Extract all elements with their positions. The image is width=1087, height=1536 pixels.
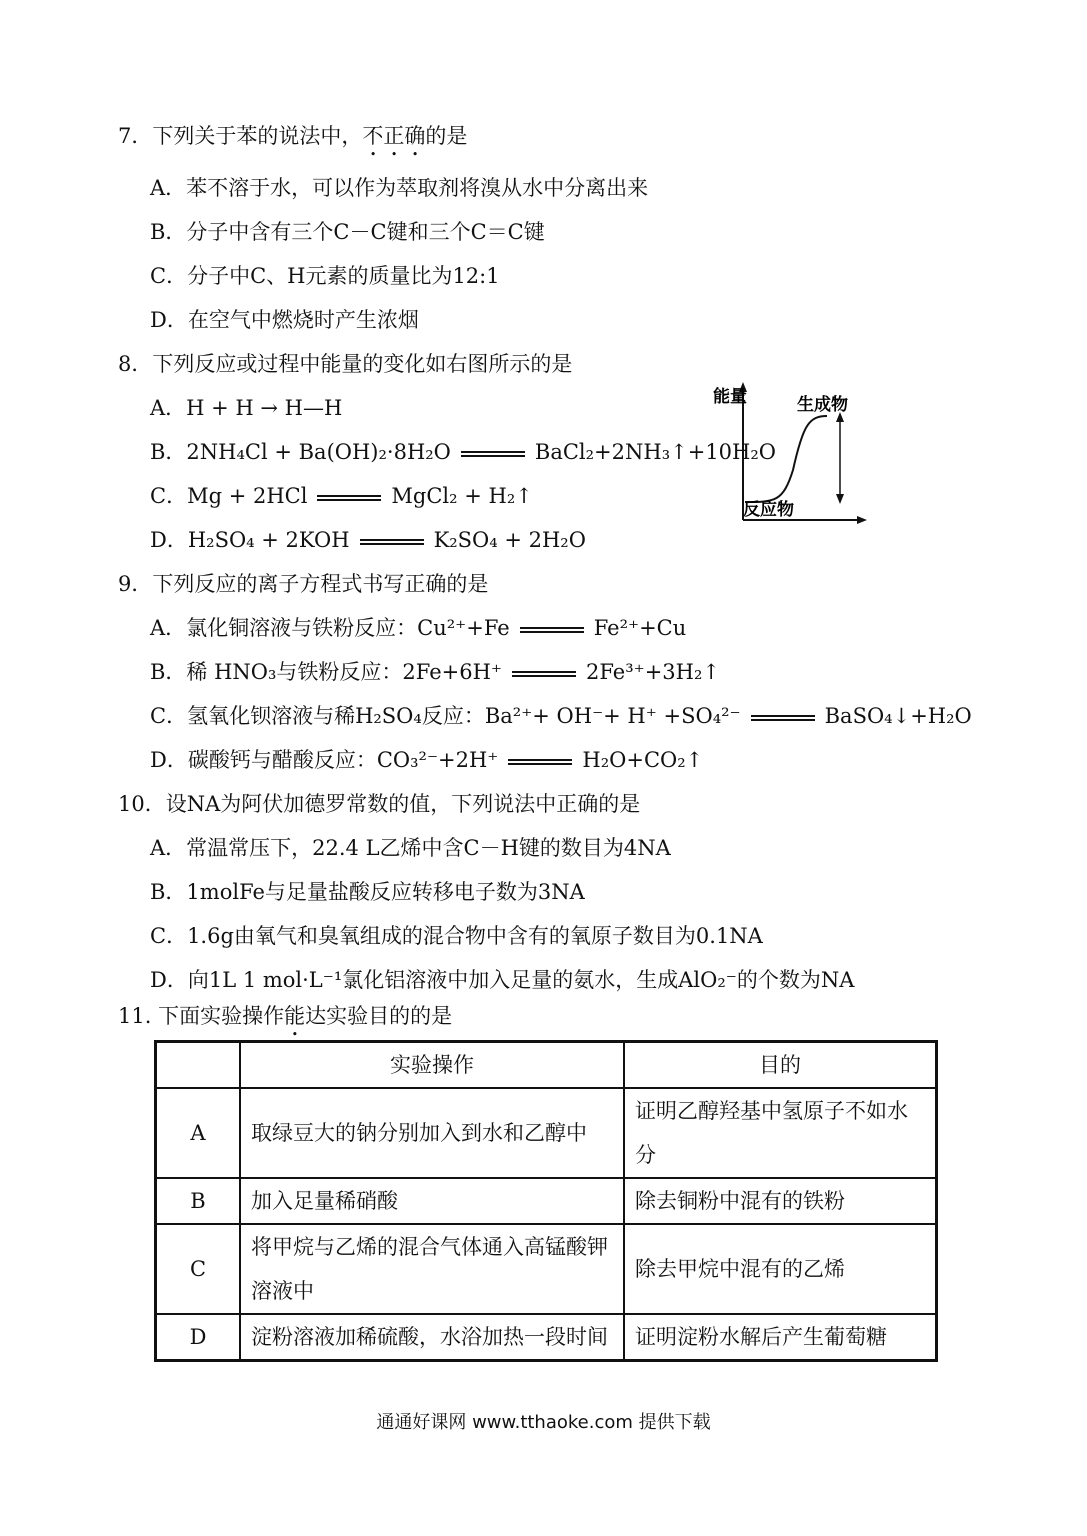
table-header-row [156,1042,937,1089]
q7-option-a: A．苯不溶于水，可以作为萃取剂将溴从水中分离出来 [150,176,649,200]
q7-stem: 7．下列关于苯的说法中，不正确的是 [118,124,468,148]
goal-cell: 除去甲烷中混有的乙烯 [624,1224,937,1314]
row-label: C [156,1224,241,1314]
q8-option-b: B．2NH₄Cl + Ba(OH)₂·8H₂O BaCl₂+2NH₃↑+10H₂O [150,440,776,464]
table-header-cell [156,1042,241,1089]
row-label: A [156,1088,241,1178]
q9-option-c: C．氢氧化钡溶液与稀H₂SO₄反应：Ba²⁺+ OH⁻+ H⁺ +SO₄²⁻ BaSO₄↓+H₂O [150,704,972,728]
operation-cell: 取绿豆大的钠分别加入到水和乙醇中 [240,1088,624,1178]
emphasis-text: 不正确 [362,124,426,148]
goal-cell: 证明乙醇羟基中氢原子不如水分 [624,1088,937,1178]
energy-arrow-down [836,494,844,504]
energy-curve [745,416,827,502]
table-header-cell: 实验操作 [240,1042,624,1089]
equals-sign [360,539,424,545]
energy-diagram [705,380,885,530]
q9-option-d: D．碳酸钙与醋酸反应：CO₃²⁻+2H⁺ H₂O+CO₂↑ [150,748,704,772]
goal-cell: 证明淀粉水解后产生葡萄糖 [624,1314,937,1361]
table-row [156,1314,937,1361]
equals-sign [751,715,815,721]
q9-option-b: B．稀 HNO₃与铁粉反应：2Fe+6H⁺ 2Fe³⁺+3H₂↑ [150,660,720,684]
q8-stem: 8．下列反应或过程中能量的变化如右图所示的是 [118,352,573,376]
q9-option-a: A．氯化铜溶液与铁粉反应：Cu²⁺+Fe Fe²⁺+Cu [150,616,687,640]
q8-option-a: A．H + H → H—H [150,396,343,420]
equals-sign [461,451,525,457]
q10-option-d: D．向1L 1 mol·L⁻¹氯化铝溶液中加入足量的氨水，生成AlO₂⁻的个数为NA [150,968,855,992]
row-label: B [156,1178,241,1224]
y-axis-label: 能量 [713,387,747,406]
operation-cell: 加入足量稀硝酸 [240,1178,624,1224]
q7-option-c: C．分子中C、H元素的质量比为12:1 [150,264,500,288]
experiment-table [154,1040,938,1362]
equals-sign [520,627,584,633]
operation-cell: 将甲烷与乙烯的混合气体通入高锰酸钾溶液中 [240,1224,624,1314]
q10-option-c: C．1.6g由氧气和臭氧组成的混合物中含有的氧原子数目为0.1NA [150,924,763,948]
x-axis-arrow [857,516,867,524]
emphasis-text: 能 [284,1004,306,1028]
product-label: 生成物 [797,395,848,414]
q9-stem: 9．下列反应的离子方程式书写正确的是 [118,572,489,596]
operation-cell: 淀粉溶液加稀硫酸，水浴加热一段时间 [240,1314,624,1361]
q7-option-b: B．分子中含有三个C－C键和三个C＝C键 [150,220,545,244]
row-label: D [156,1314,241,1361]
table-row [156,1224,937,1314]
page-footer: 通通好课网 www.tthaoke.com 提供下载 [376,1412,711,1433]
equals-sign [508,759,572,765]
equals-sign [512,671,576,677]
table-row [156,1088,937,1178]
q10-option-a: A．常温常压下，22.4 L乙烯中含C－H键的数目为4NA [150,836,671,860]
q11-stem: 11. 下面实验操作能达实验目的的是 [118,1004,453,1028]
q10-option-b: B．1molFe与足量盐酸反应转移电子数为3NA [150,880,585,904]
equals-sign [317,495,381,501]
table-header-cell: 目的 [624,1042,937,1089]
q8-option-d: D．H₂SO₄ + 2KOH K₂SO₄ + 2H₂O [150,528,586,552]
goal-cell: 除去铜粉中混有的铁粉 [624,1178,937,1224]
q10-stem: 10．设NA为阿伏加德罗常数的值，下列说法中正确的是 [118,792,641,816]
q8-option-c: C．Mg + 2HCl MgCl₂ + H₂↑ [150,484,533,508]
reactant-label: 反应物 [743,500,794,519]
q7-option-d: D．在空气中燃烧时产生浓烟 [150,308,419,332]
table-row [156,1178,937,1224]
